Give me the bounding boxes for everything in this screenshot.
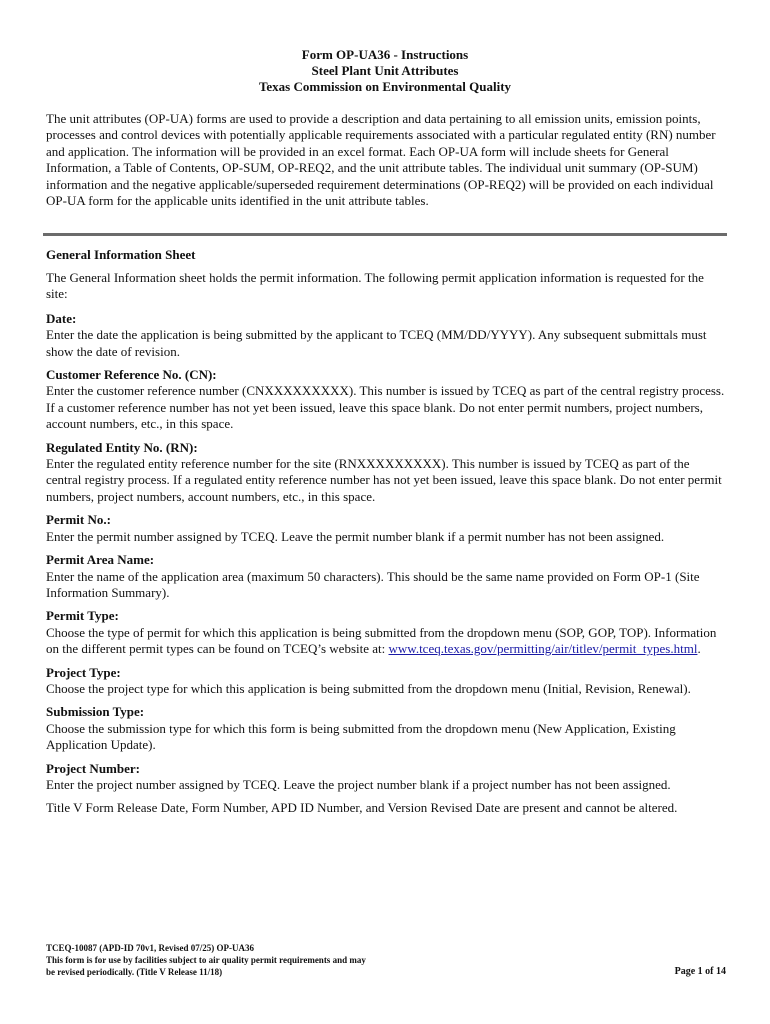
field-project-number <box>46 761 726 794</box>
field-date <box>46 311 726 360</box>
page-footer <box>46 942 726 978</box>
field-label: Permit Type: <box>46 608 119 624</box>
page-number: Page 1 of 14 <box>674 966 726 977</box>
link-period: . <box>697 641 701 657</box>
field-customer-reference <box>46 367 726 433</box>
field-label: Project Number: <box>46 760 140 776</box>
footer-form-info <box>46 942 376 978</box>
field-project-type <box>46 665 726 698</box>
section-content <box>46 270 726 825</box>
field-text: Enter the customer reference number (CNXXXXXXXXX). This number is issued by TCEQ as part of the central registry process. If a customer reference number has not yet been issued, leave this space blank. Do not enter permit numbers, project numbers, account numbers, etc., in this space. <box>46 383 725 432</box>
field-label: Regulated Entity No. (RN): <box>46 439 198 455</box>
document-header <box>0 47 770 95</box>
footer-disclaimer: This form is for use by facilities subject to air quality permit requirements and may be revised periodically. (Title V Release 11/18) <box>46 955 366 977</box>
intro-paragraph: The unit attributes (OP-UA) forms are used to provide a description and data pertaining to all emission units, emission points, processes and control devices with potentially applicable requirements associated with a particular regulated entity (RN) number and application. The information will be provided in an excel format. Each OP-UA form will include sheets for General Information, a Table of Contents, OP-SUM, OP-REQ2, and the unit attribute tables. The individual unit summary (OP-SUM) information and the negative applicable/superseded requirement determinations (OP-REQ2) will be provided on each individual OP-UA form for the applicable units identified in the unit attribute tables. <box>46 111 716 209</box>
field-text <box>46 625 726 658</box>
section-divider <box>43 233 727 236</box>
section-title: General Information Sheet <box>46 247 196 262</box>
footer-form-id: TCEQ-10087 (APD-ID 70v1, Revised 07/25) OP-UA36 <box>46 943 254 953</box>
form-title: Form OP-UA36 - Instructions <box>301 47 469 62</box>
field-text: Enter the permit number assigned by TCEQ. Leave the permit number blank if a permit number has not been assigned. <box>46 528 665 544</box>
field-permit-area-name <box>46 552 726 601</box>
permit-type-text: Choose the type of permit for which this application is being submitted from the dropdown menu (SOP, GOP, TOP). Information on the different permit types can be found on TCEQ’s website at: <box>46 624 717 657</box>
field-text: Enter the project number assigned by TCEQ. Leave the project number blank if a project number has not been assigned. <box>46 776 671 792</box>
agency-name: Texas Commission on Environmental Quality <box>258 79 512 94</box>
field-text: Enter the date the application is being submitted by the applicant to TCEQ (MM/DD/YYYY). Any subsequent submittals must show the date of revision. <box>46 327 707 359</box>
field-regulated-entity <box>46 440 726 506</box>
field-text: Enter the name of the application area (maximum 50 characters). This should be the same name provided on Form OP-1 (Site Information Summary). <box>46 568 700 600</box>
field-text: Choose the project type for which this application is being submitted from the dropdown menu (Initial, Revision, Renewal). <box>46 680 691 696</box>
field-submission-type <box>46 704 726 753</box>
field-label: Permit No.: <box>46 512 111 528</box>
field-label: Customer Reference No. (CN): <box>46 367 217 383</box>
field-label: Permit Area Name: <box>46 552 155 568</box>
field-label: Date: <box>46 310 77 326</box>
section-description: The General Information sheet holds the permit information. The following permit application information is requested for the site: <box>46 270 704 302</box>
field-text: Enter the regulated entity reference number for the site (RNXXXXXXXXX). This number is issued by TCEQ as part of the central registry process. If a regulated entity reference number has not yet been issued, leave this space blank. Do not enter permit numbers, project numbers, account numbers, etc., in this space. <box>46 456 722 504</box>
field-permit-no <box>46 512 726 545</box>
field-text: Choose the submission type for which this form is being submitted from the dropdown menu (New Application, Existing Application Update). <box>46 720 676 753</box>
field-label: Project Type: <box>46 664 121 680</box>
field-label: Submission Type: <box>46 704 145 720</box>
permit-types-link[interactable]: www.tceq.texas.gov/permitting/air/titlev/permit_types.html <box>388 641 698 657</box>
final-note: Title V Form Release Date, Form Number, APD ID Number, and Version Revised Date are present and cannot be altered. <box>46 800 678 816</box>
field-permit-type <box>46 608 726 657</box>
form-subtitle: Steel Plant Unit Attributes <box>311 63 459 78</box>
